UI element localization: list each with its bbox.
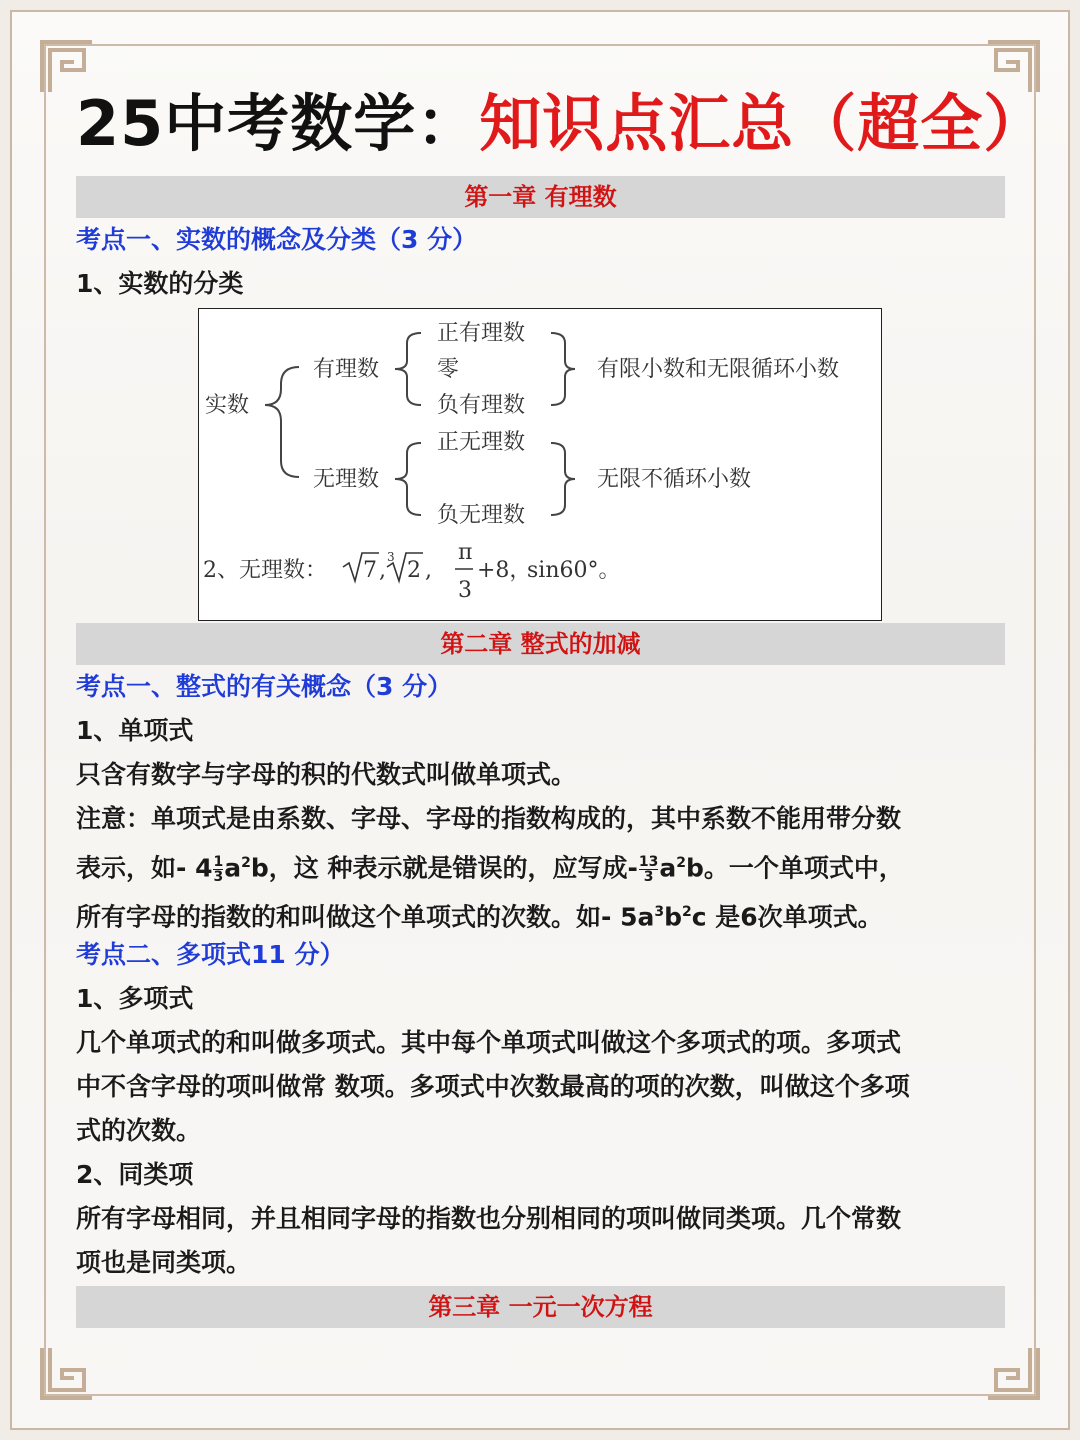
fig-ex-cbrt2: 2 <box>407 558 421 583</box>
chapter-2-sub-1: 1、单项式 <box>76 716 194 745</box>
svg-text:,: , <box>425 558 432 583</box>
chapter-2-point-2: 考点二、多项式11 分） <box>76 940 345 969</box>
fig-irrational-desc: 无限不循环小数 <box>597 467 752 492</box>
brace-irrational-right <box>551 443 575 515</box>
brace-rational <box>395 333 421 405</box>
monomial-note-line-2: 表示，如- 4 $\frac{1}{3}$ $a^2b$，这 种表示就是错误的，应写成- $\frac{13}{3}$ $a^2b$。一个单项式中， <box>76 853 904 885</box>
brace-rational-right <box>551 333 575 405</box>
chapter-2-sub-3: 2、同类项 <box>76 1160 194 1189</box>
chapter-2-point-1: 考点一、整式的有关概念（3 分） <box>76 672 453 701</box>
fig-ex-pi: π <box>458 540 473 565</box>
real-number-classification-figure <box>198 308 882 621</box>
chapter-2-heading: 第二章 整式的加减 <box>76 623 1005 665</box>
brace-irrational <box>395 443 421 515</box>
fig-pos-irrational: 正无理数 <box>437 430 526 455</box>
fig-rational-label: 有理数 <box>313 357 380 382</box>
corner-ornament-bottom-right <box>986 1346 1040 1400</box>
brace-root <box>265 367 299 477</box>
monomial-definition: 只含有数字与字母的积的代数式叫做单项式。 <box>76 760 577 789</box>
like-terms-definition: 所有字母相同，并且相同字母的指数也分别相同的项叫做同类项。几个常数 项也是同类项。 <box>76 1204 902 1277</box>
monomial-note-line-1: 注意：单项式是由系数、字母、字母的指数构成的，其中系数不能用带分数 <box>76 804 902 833</box>
chapter-3-heading: 第三章 一元一次方程 <box>76 1286 1005 1328</box>
fig-neg-irrational: 负无理数 <box>437 503 526 528</box>
chapter-1-heading: 第一章 有理数 <box>76 176 1005 218</box>
fig-root-label: 实数 <box>205 393 250 418</box>
svg-text:,: , <box>379 558 386 583</box>
fig-ex-sin: sin60°。 <box>527 558 621 583</box>
fig-examples-label: 2、无理数： <box>203 558 327 583</box>
chapter-2-sub-2: 1、多项式 <box>76 984 194 1013</box>
fig-ex-sqrt7: 7 <box>363 558 377 583</box>
fig-pos-rational: 正有理数 <box>437 321 526 346</box>
monomial-note <box>76 797 1011 940</box>
page-title <box>76 84 1046 164</box>
chapter-1-point-1: 考点一、实数的概念及分类（3 分） <box>76 225 478 254</box>
fig-irrational-label: 无理数 <box>313 467 380 492</box>
fig-ex-cbrt-index: 3 <box>387 550 395 564</box>
fig-ex-plus8: +8， <box>477 558 532 583</box>
fig-neg-rational: 负有理数 <box>437 393 526 418</box>
polynomial-definition: 几个单项式的和叫做多项式。其中每个单项式叫做这个多项式的项。多项式 中不含字母的项叫做常 数项。多项式中次数最高的项的次数，叫做这个多项 式的次数。 <box>76 1028 910 1145</box>
fig-ex-three: 3 <box>458 578 472 603</box>
corner-ornament-bottom-left <box>40 1346 94 1400</box>
monomial-note-line-3: 所有字母的指数的和叫做这个单项式的次数。如- $5a^3b^2c$ 是6次单项式。 <box>76 902 883 932</box>
chapter-1-sub-1: 1、实数的分类 <box>76 269 244 298</box>
fig-zero: 零 <box>437 357 460 382</box>
title-highlight: 知识点汇总（超全） <box>479 87 1047 160</box>
title-main: 25中考数学： <box>76 87 480 160</box>
fig-rational-desc: 有限小数和无限循环小数 <box>597 357 840 382</box>
